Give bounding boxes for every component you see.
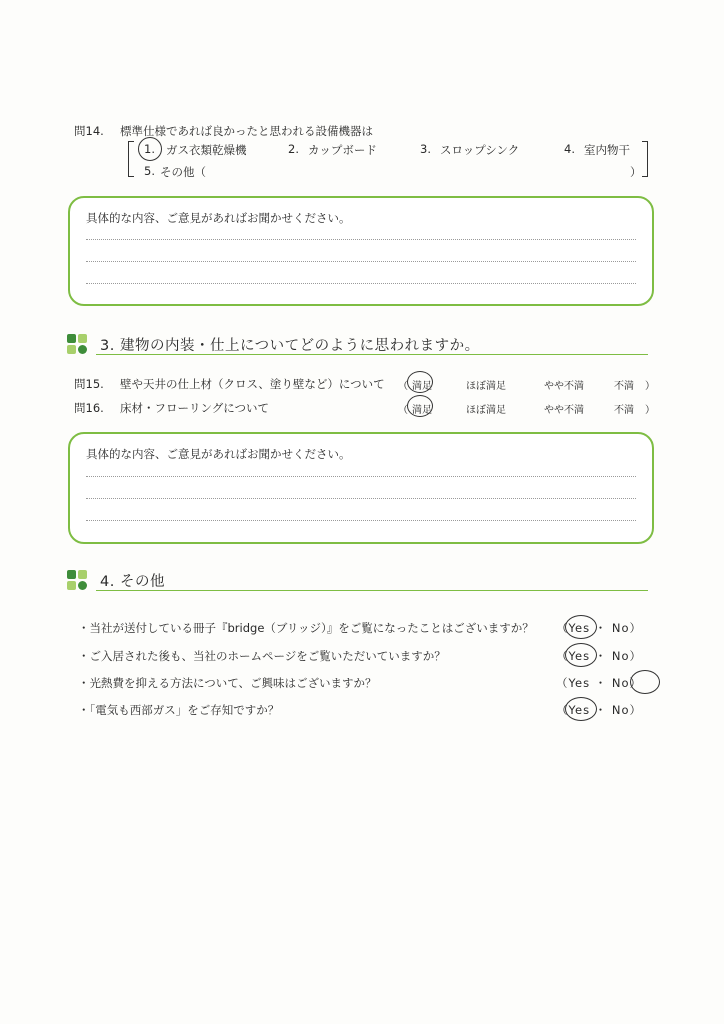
q14-option-2-label[interactable]: カップボード <box>308 143 377 157</box>
section-4-item-4-question: ・「電気も西部ガス」をご存知ですか？ <box>78 703 280 717</box>
comment-line <box>86 261 636 262</box>
q14-option-3-number[interactable]: 3. <box>420 142 431 156</box>
section-4-item-2-question: ・ご入居された後も、当社のホームページをご覧いただいていますか？ <box>78 649 446 663</box>
comment-line <box>86 239 636 240</box>
section-3-rule <box>96 354 648 355</box>
section-4-item-2-answer[interactable]: （Yes ・ No） <box>556 649 643 663</box>
q16-choice-mostly-satisfied[interactable]: ほぼ満足 <box>466 405 506 416</box>
q14-option-4-label[interactable]: 室内物干 <box>584 143 630 157</box>
section-4-rule <box>96 590 648 591</box>
q14-label: 問14. <box>74 124 104 138</box>
q14-option-2-number[interactable]: 2. <box>288 142 299 156</box>
section-3-title: 3. 建物の内装・仕上についてどのように思われますか。 <box>100 338 480 354</box>
q16-choice-satisfied[interactable]: 満足 <box>412 405 432 416</box>
q14-option-5-number[interactable]: 5. <box>144 164 155 178</box>
comment-line <box>86 520 636 521</box>
q14-option-5-label[interactable]: その他（ <box>160 165 206 179</box>
q16-close-paren: ） <box>645 405 655 416</box>
q16-question: 床材・フローリングについて <box>120 401 270 415</box>
q14-option-1-number[interactable]: 1. <box>144 142 155 156</box>
q14-comment-box[interactable] <box>68 196 654 306</box>
q14-comment-prompt: 具体的な内容、ご意見があればお聞かせください。 <box>86 211 351 225</box>
section-4-title: 4. その他 <box>100 574 165 590</box>
q14-option-4-number[interactable]: 4. <box>564 142 575 156</box>
q16-choice-dissatisfied[interactable]: 不満 <box>614 405 634 416</box>
q15-choice-dissatisfied[interactable]: 不満 <box>614 381 634 392</box>
comment-line <box>86 498 636 499</box>
q16-label: 問16. <box>74 401 104 415</box>
q16-choice-somewhat-dissatisfied[interactable]: やや不満 <box>544 405 584 416</box>
q14-option-5-close-paren: ） <box>630 165 642 179</box>
section-4-item-1-question: ・当社が送付している冊子『bridge（ブリッジ）』をご覧になったことはございますか？ <box>78 621 534 635</box>
q15-close-paren: ） <box>645 381 655 392</box>
q15-open-paren: （ <box>398 381 408 392</box>
section-4-item-3-question: ・光熱費を抑える方法について、ご興味はございますか？ <box>78 676 377 690</box>
section-4-item-4-answer[interactable]: （Yes ・ No） <box>556 703 643 717</box>
q15-label: 問15. <box>74 377 104 391</box>
clover-icon <box>67 570 89 592</box>
q14-bracket-right <box>642 141 648 177</box>
q15-choice-mostly-satisfied[interactable]: ほぼ満足 <box>466 381 506 392</box>
comment-line <box>86 476 636 477</box>
q15-choice-satisfied[interactable]: 満足 <box>412 381 432 392</box>
q14-option-1-label[interactable]: ガス衣類乾燥機 <box>166 143 247 157</box>
comment-line <box>86 283 636 284</box>
clover-icon <box>67 334 89 356</box>
section-3-comment-prompt: 具体的な内容、ご意見があればお聞かせください。 <box>86 447 351 461</box>
section-3-comment-box[interactable] <box>68 432 654 544</box>
q16-open-paren: （ <box>398 405 408 416</box>
q14-option-3-label[interactable]: スロップシンク <box>440 143 520 157</box>
section-4-item-1-answer[interactable]: （Yes ・ No） <box>556 621 643 635</box>
section-4-item-3-answer[interactable]: （Yes ・ No） <box>556 676 643 690</box>
q15-choice-somewhat-dissatisfied[interactable]: やや不満 <box>544 381 584 392</box>
q14-bracket-left <box>128 141 134 177</box>
q14-question: 標準仕様であれば良かったと思われる設備機器は <box>120 124 373 138</box>
q15-question: 壁や天井の仕上材（クロス、塗り壁など）について <box>120 377 385 391</box>
